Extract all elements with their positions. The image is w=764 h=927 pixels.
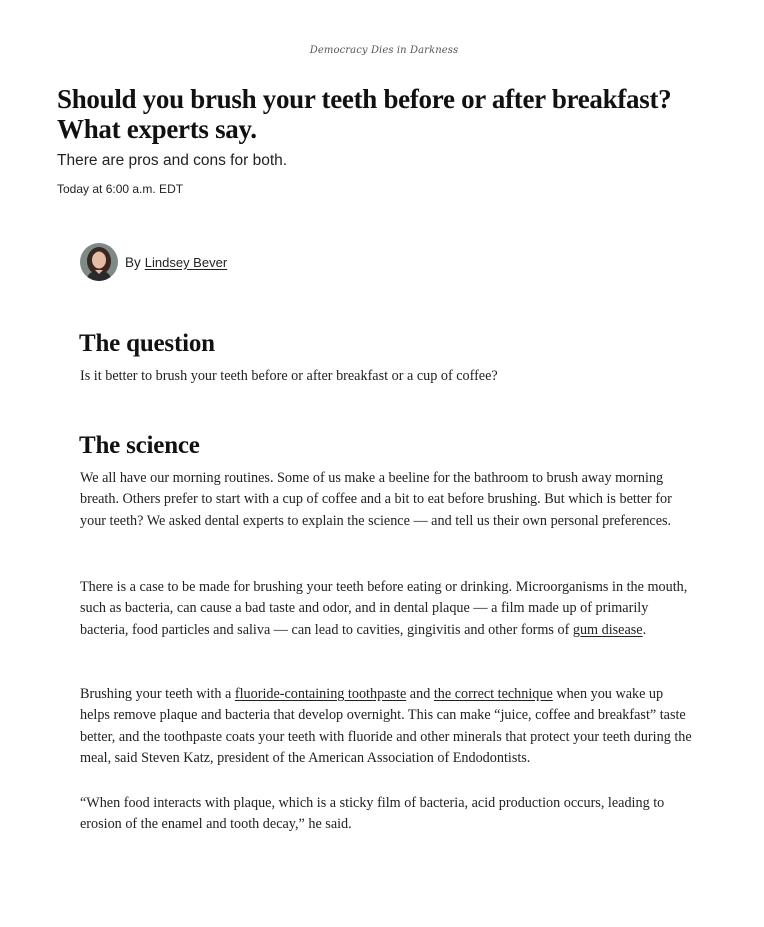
section-heading-question: The question bbox=[79, 330, 215, 357]
publish-timestamp: Today at 6:00 a.m. EDT bbox=[57, 182, 184, 196]
science-paragraph-1: We all have our morning routines. Some of us make a beeline for the bathroom to brush away morning breath. Others prefer to start with a cup of coffee and a bit to eat before brushing. But which is better for your teeth? We asked dental experts to explain the science — and tell us their own personal preferences. bbox=[80, 470, 672, 529]
gum-disease-link[interactable]: gum disease bbox=[572, 621, 643, 638]
paragraph-text: Brushing your teeth with a bbox=[80, 686, 232, 702]
masthead-tagline: Democracy Dies in Darkness bbox=[309, 45, 459, 56]
author-link[interactable]: Lindsey Bever bbox=[144, 254, 228, 270]
question-paragraph: Is it better to brush your teeth before or after breakfast or a cup of coffee? bbox=[80, 368, 498, 384]
paragraph-text: when you wake up helps remove plaque and bacteria that develop overnight. This can make “juice, coffee and breakfast” taste better, and the toothpaste coats your teeth with fluoride and other minerals that protect your teeth during the meal, said Steven Katz, president of the American Association of Endodontists. bbox=[80, 686, 692, 766]
author-avatar[interactable] bbox=[80, 243, 118, 281]
correct-technique-link[interactable]: the correct technique bbox=[433, 686, 553, 702]
article-dek: There are pros and cons for both. bbox=[57, 152, 288, 169]
paragraph-text: . bbox=[642, 621, 647, 638]
science-paragraph-3 bbox=[80, 684, 695, 769]
fluoride-toothpaste-link[interactable]: fluoride-containing toothpaste bbox=[234, 686, 407, 702]
byline-prefix: By bbox=[125, 254, 141, 270]
science-paragraph-2 bbox=[80, 577, 695, 641]
science-paragraph-4: “When food interacts with plaque, which is a sticky film of bacteria, acid production occurs, leading to erosion of the enamel and tooth decay,” he said. bbox=[80, 795, 665, 833]
article-headline: Should you brush your teeth before or after breakfast? What experts say. bbox=[57, 84, 672, 144]
paragraph-text: and bbox=[409, 686, 431, 702]
byline bbox=[80, 243, 227, 281]
section-heading-science: The science bbox=[79, 432, 200, 459]
paragraph-text: There is a case to be made for brushing your teeth before eating or drinking. Microorganisms in the mouth, such as bacteria, can cause a bad taste and odor, and in dental plaque — a film made up of primarily bacteria, food particles and saliva — can lead to cavities, gingivitis and other forms of bbox=[80, 579, 688, 638]
